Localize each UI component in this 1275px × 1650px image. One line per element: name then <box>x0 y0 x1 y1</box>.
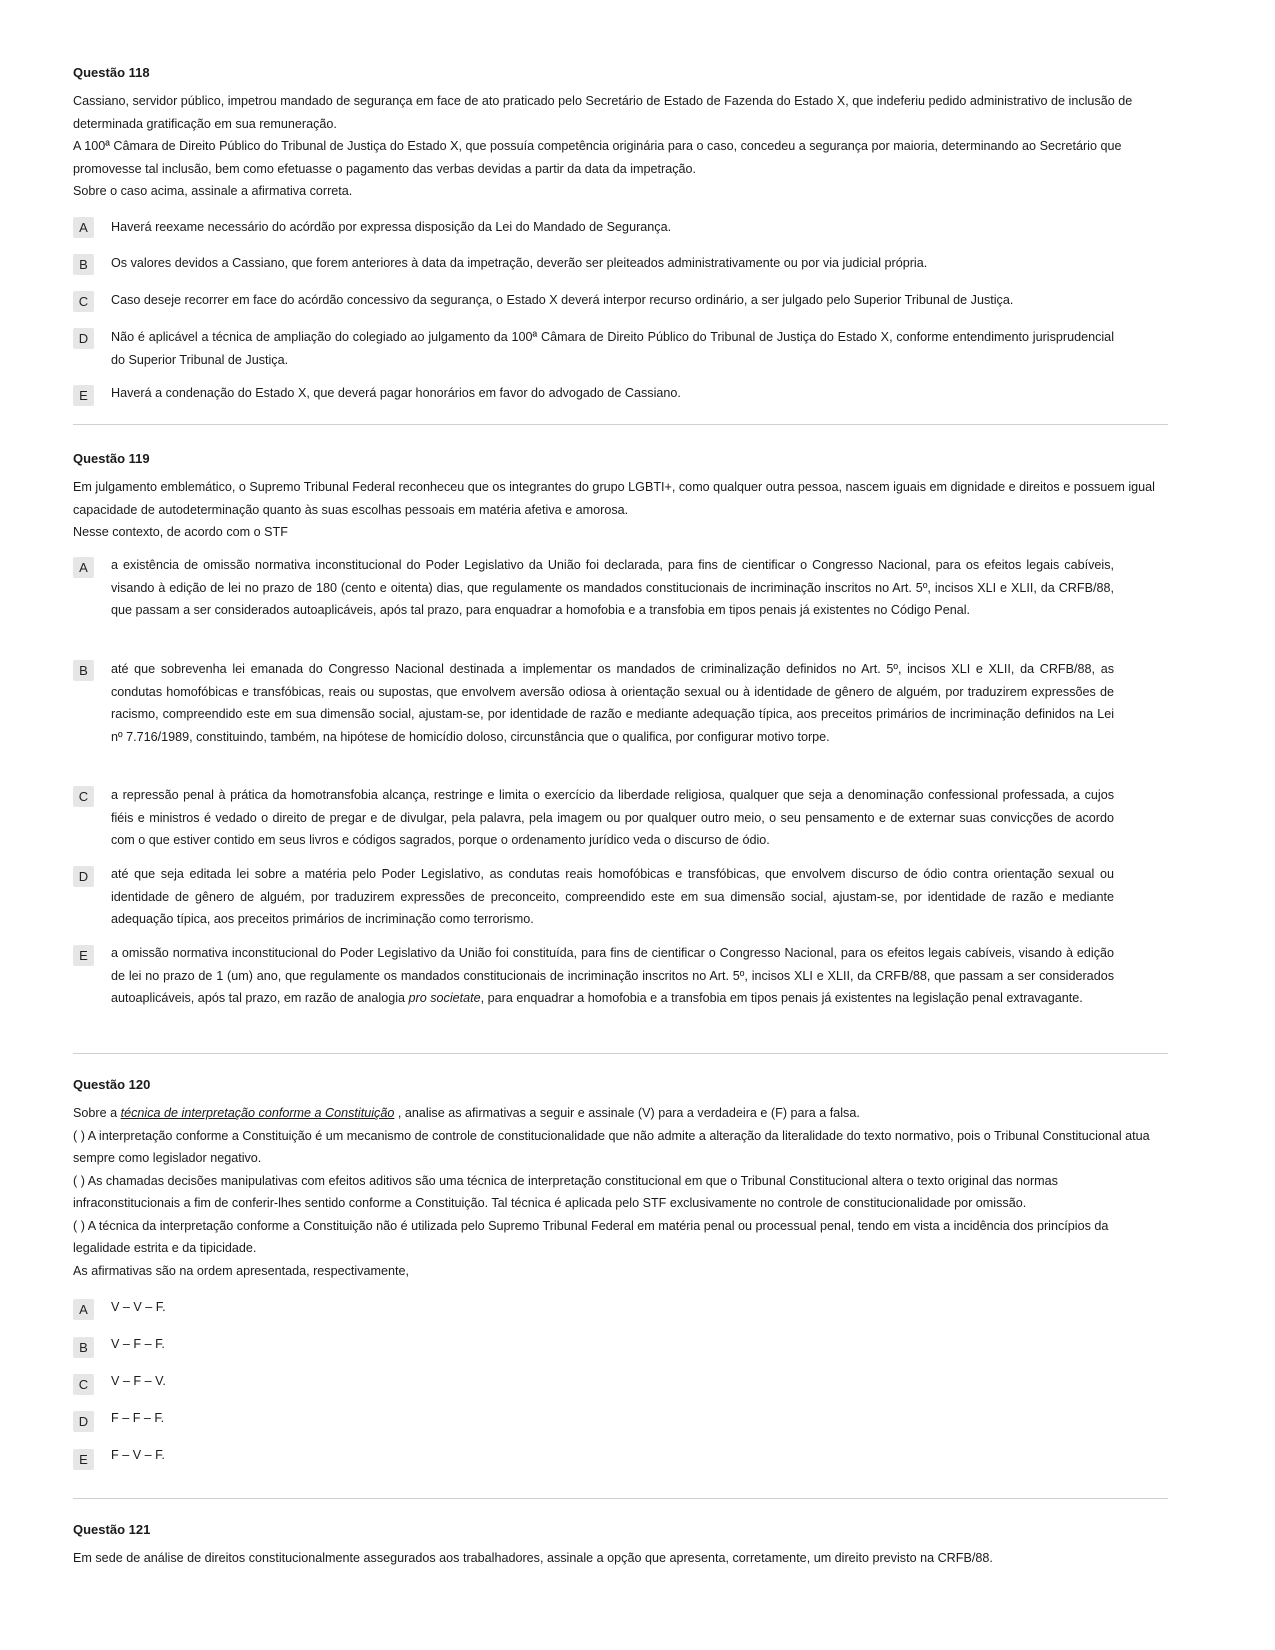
question-statement <box>73 1102 1168 1282</box>
statement-line: Cassiano, servidor público, impetrou mandado de segurança em face de ato praticado pelo Secretário de Estado de Fazenda do Estado X, que indeferiu pedido administrativo de inclusão de determinada gratificação em sua remuneração. <box>73 94 1133 131</box>
option-letter: C <box>73 291 94 312</box>
intro-text: Sobre a <box>73 1106 121 1120</box>
option-letter: E <box>73 945 94 966</box>
intro-text: , analise as afirmativas a seguir e assinale (V) para a verdadeira e (F) para a falsa. <box>394 1106 860 1120</box>
separator <box>73 1498 1168 1499</box>
option-letter: D <box>73 866 94 887</box>
separator <box>73 1053 1168 1054</box>
question-title: Questão 118 <box>73 65 150 80</box>
option-letter: B <box>73 254 94 275</box>
statement-line: As afirmativas são na ordem apresentada, respectivamente, <box>73 1263 410 1278</box>
option-text: V – F – F. <box>111 1337 165 1351</box>
option-letter: E <box>73 1449 94 1470</box>
question-statement <box>73 90 1168 203</box>
question-title: Questão 120 <box>73 1077 151 1092</box>
option-letter: A <box>73 557 94 578</box>
question-121 <box>73 1522 1168 1570</box>
option-letter: C <box>73 786 94 807</box>
question-119 <box>73 451 1168 544</box>
separator <box>73 424 1168 425</box>
question-statement <box>73 1547 1168 1570</box>
statement-intro <box>73 1102 1168 1125</box>
statement-line: Sobre o caso acima, assinale a afirmativa correta. <box>73 184 353 198</box>
option-text-part: a omissão normativa inconstitucional do Poder Legislativo da União foi constituída, para fins de cientificar o Congresso Nacional, para os efeitos legais cabíveis, visando à edição de lei no prazo de 1 (um) ano, que regulamente os mandados constitucionais de incriminação inscritos no Art. 5º, incisos XLI e XLII, da CRFB/88, que passam a ser considerados autoaplicáveis, após tal prazo, em razão de analogia <box>111 946 1114 1006</box>
option-text: V – V – F. <box>111 1300 166 1314</box>
statement-line: Nesse contexto, de acordo com o STF <box>73 525 288 539</box>
question-title: Questão 119 <box>73 451 150 466</box>
option-letter: B <box>73 660 94 681</box>
option-text <box>111 942 1114 1010</box>
option-text: F – V – F. <box>111 1448 165 1462</box>
option-letter: A <box>73 1299 94 1320</box>
option-text: até que seja editada lei sobre a matéria pelo Poder Legislativo, as condutas reais homofóbicas e transfóbicas, que envolvem discurso de ódio contra orientação sexual ou identidade de gênero de alguém, por traduzirem expressões de preconceito, compreendido este em sua dimensão social, ajustam-se, por identidade de razão e mediante adequação típica, aos preceitos primários de incriminação como terrorismo. <box>111 867 1114 927</box>
statement-line: ( ) A técnica da interpretação conforme a Constituição não é utilizada pelo Supremo Tribunal Federal em matéria penal ou processual penal, tendo em vista a incidência dos princípios da legalidade estrita e da tipicidade. <box>73 1218 1109 1255</box>
option-text: Caso deseje recorrer em face do acórdão concessivo da segurança, o Estado X deverá interpor recurso ordinário, a ser julgado pelo Superior Tribunal de Justiça. <box>111 293 1014 307</box>
option-text: F – F – F. <box>111 1411 165 1425</box>
latin-term: pro societate <box>408 991 481 1006</box>
topic-link[interactable]: técnica de interpretação conforme a Constituição <box>120 1106 395 1120</box>
statement-line: ( ) As chamadas decisões manipulativas com efeitos aditivos são uma técnica de interpretação constitucional em que o Tribunal Constitucional altera o texto original das normas infraconstitucionais a fim de conferir-lhes sentido conforme a Constituição. Tal técnica é aplicada pelo STF exclusivamente no controle de constitucionalidade por omissão. <box>73 1173 1058 1210</box>
statement-line: A 100ª Câmara de Direito Público do Tribunal de Justiça do Estado X, que possuía competência originária para o caso, concedeu a segurança por maioria, determinando ao Secretário que promovesse tal inclusão, bem como efetuasse o pagamento das verbas devidas a partir da data da impetração. <box>73 139 1122 176</box>
option-letter: D <box>73 328 94 349</box>
option-letter: A <box>73 217 94 238</box>
option-letter: C <box>73 1374 94 1395</box>
option-text: a existência de omissão normativa inconstitucional do Poder Legislativo da União foi declarada, para fins de cientificar o Congresso Nacional, para os efeitos legais cabíveis, visando à edição de lei no prazo de 180 (cento e oitenta) dias, que regulamente os mandados constitucionais de incriminação inscritos no Art. 5º, incisos XLI e XLII, da CRFB/88, que passam a ser considerados autoaplicáveis, após tal prazo, para enquadrar a homofobia e a transfobia em tipos penais já existentes no Código Penal. <box>111 558 1114 618</box>
question-118 <box>73 65 1168 203</box>
option-letter: B <box>73 1337 94 1358</box>
option-text: Haverá reexame necessário do acórdão por expressa disposição da Lei do Mandado de Segurança. <box>111 220 672 234</box>
option-letter: D <box>73 1411 94 1432</box>
option-text-part: , para enquadrar a homofobia e a transfobia em tipos penais já existentes na legislação penal extravagante. <box>480 991 1083 1006</box>
option-text: V – F – V. <box>111 1374 166 1388</box>
option-text: Não é aplicável a técnica de ampliação do colegiado ao julgamento da 100ª Câmara de Direito Público do Tribunal de Justiça do Estado X, conforme entendimento jurisprudencial do Superior Tribunal de Justiça. <box>111 330 1114 367</box>
question-120 <box>73 1077 1168 1282</box>
question-statement <box>73 476 1168 544</box>
statement-line: ( ) A interpretação conforme a Constituição é um mecanismo de controle de constitucionalidade que não admite a alteração da literalidade do texto normativo, pois o Tribunal Constitucional atua sempre como legislador negativo. <box>73 1128 1150 1165</box>
statement-line: Em sede de análise de direitos constitucionalmente assegurados aos trabalhadores, assinale a opção que apresenta, corretamente, um direito previsto na CRFB/88. <box>73 1551 993 1565</box>
option-text: até que sobrevenha lei emanada do Congresso Nacional destinada a implementar os mandados de criminalização definidos no Art. 5º, incisos XLI e XLII, da CRFB/88, as condutas homofóbicas e transfóbicas, reais ou supostas, que envolvem aversão odiosa à orientação sexual ou à identidade de gênero de alguém, por traduzirem expressões de racismo, compreendido este em sua dimensão social, ajustam-se, por identidade de razão e mediante adequação típica, aos preceitos primários de incriminação definidos na Lei nº 7.716/1989, constituindo, também, na hipótese de homicídio doloso, circunstância que o qualifica, por configurar motivo torpe. <box>111 662 1114 744</box>
option-text: Os valores devidos a Cassiano, que forem anteriores à data da impetração, deverão ser pleiteados administrativamente ou por via judicial própria. <box>111 256 928 270</box>
option-text: a repressão penal à prática da homotransfobia alcança, restringe e limita o exercício da liberdade religiosa, qualquer que seja a denominação confessional professada, a cujos fiéis e ministros é vedado o direito de pregar e de divulgar, pela palavra, pela imagem ou por qualquer outro meio, o seu pensamento e de externar suas convicções de acordo com o que estiver contido em seus livros e códigos sagrados, porque o ordenamento jurídico veda o discurso de ódio. <box>111 788 1114 848</box>
option-letter: E <box>73 385 94 406</box>
question-title: Questão 121 <box>73 1522 151 1537</box>
statement-line: Em julgamento emblemático, o Supremo Tribunal Federal reconheceu que os integrantes do grupo LGBTI+, como qualquer outra pessoa, nascem iguais em dignidade e direitos e possuem igual capacidade de autodeterminação quanto às suas escolhas pessoais em matéria afetiva e amorosa. <box>73 480 1155 517</box>
option-text: Haverá a condenação do Estado X, que deverá pagar honorários em favor do advogado de Cassiano. <box>111 386 681 400</box>
